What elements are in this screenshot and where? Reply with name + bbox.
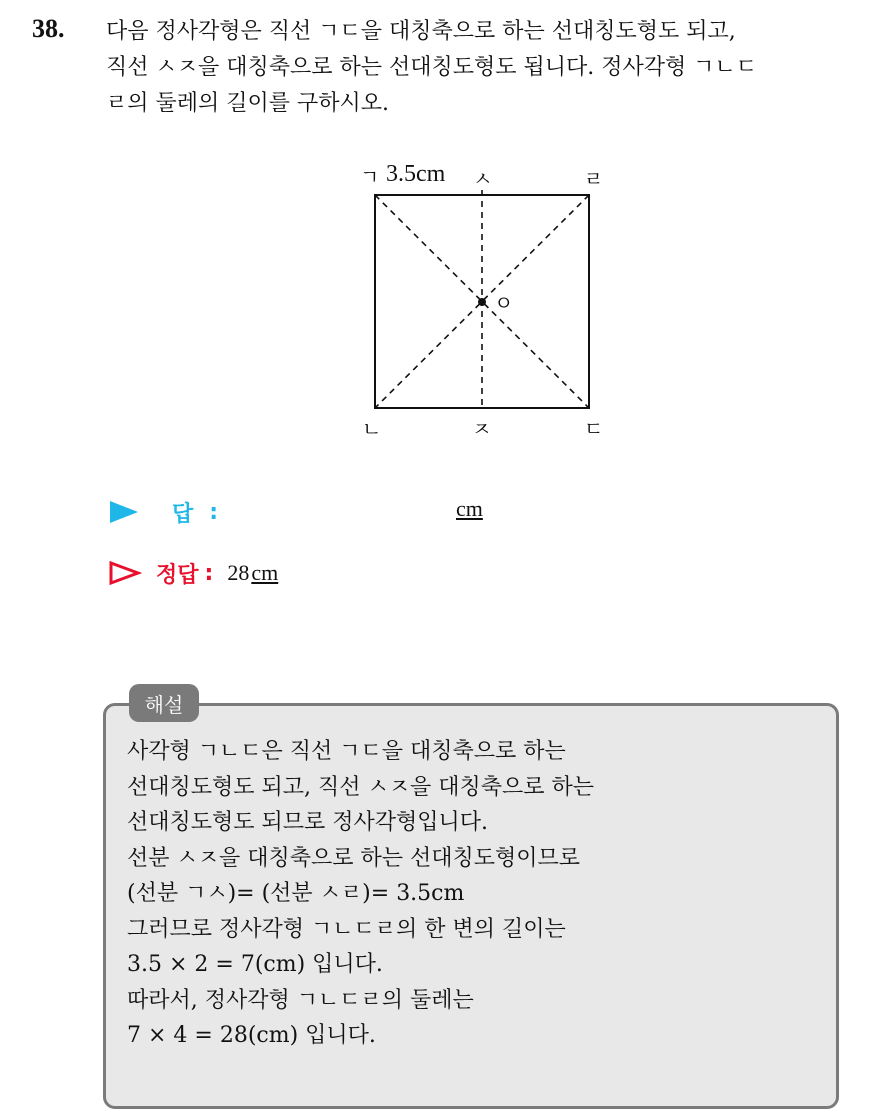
label-jieut: ㅈ: [472, 417, 492, 441]
answer-unit: cm: [456, 496, 483, 521]
explanation-line: 그러므로 정사각형 ㄱㄴㄷㄹ의 한 변의 길이는: [127, 916, 566, 942]
question-line: 직선 ㅅㅈ을 대칭축으로 하는 선대칭도형도 됩니다. 정사각형 ㄱㄴㄷ: [106, 55, 758, 80]
label-nieun: ㄴ: [362, 417, 382, 441]
label-giyeok: ㄱ: [360, 165, 380, 189]
answer-row: [108, 494, 218, 530]
explanation-line: (선분 ㄱㅅ)= (선분 ㅅㄹ)= 3.5cm: [127, 881, 465, 906]
correct-answer-number: 28: [227, 560, 250, 585]
correct-answer-label: 정답: [156, 562, 199, 588]
triangle-outline-icon: [108, 560, 142, 586]
explanation-text: [127, 734, 594, 1054]
label-digeut: ㄷ: [584, 417, 604, 441]
explanation-line: 3.5 × 2 = 7(cm) 입니다.: [127, 952, 383, 977]
square-figure: [330, 150, 630, 450]
question-text: [106, 14, 868, 122]
center-point: [478, 298, 486, 306]
correct-answer-unit: cm: [251, 560, 279, 585]
answer-label: 답: [172, 501, 194, 527]
explanation-line: 선대칭도형도 되고, 직선 ㅅㅈ을 대칭축으로 하는: [127, 774, 595, 800]
question-number: 38.: [32, 14, 65, 43]
explanation-line: 선대칭도형도 되므로 정사각형입니다.: [127, 810, 489, 835]
answer-colon: :: [209, 499, 219, 525]
label-siot: ㅅ: [473, 167, 493, 191]
explanation-line: 따라서, 정사각형 ㄱㄴㄷㄹ의 둘레는: [127, 987, 474, 1013]
label-ieung: ㅇ: [494, 291, 514, 315]
label-rieul: ㄹ: [584, 167, 604, 191]
triangle-filled-icon: [108, 499, 142, 525]
correct-answer-colon: :: [204, 560, 214, 586]
explanation-line: 사각형 ㄱㄴㄷ은 직선 ㄱㄷ을 대칭축으로 하는: [127, 739, 566, 764]
question-line: 다음 정사각형은 직선 ㄱㄷ을 대칭축으로 하는 선대칭도형도 되고,: [106, 19, 736, 44]
explanation-line: 선분 ㅅㅈ을 대칭축으로 하는 선대칭도형이므로: [127, 845, 581, 871]
correct-answer-row: [108, 555, 278, 591]
question-line: ㄹ의 둘레의 길이를 구하시오.: [106, 91, 389, 116]
correct-answer-value: [227, 560, 278, 586]
length-label: 3.5cm: [386, 161, 446, 187]
explanation-line: 7 × 4 = 28(cm) 입니다.: [127, 1023, 376, 1048]
explanation-tag: 해설: [129, 684, 199, 722]
